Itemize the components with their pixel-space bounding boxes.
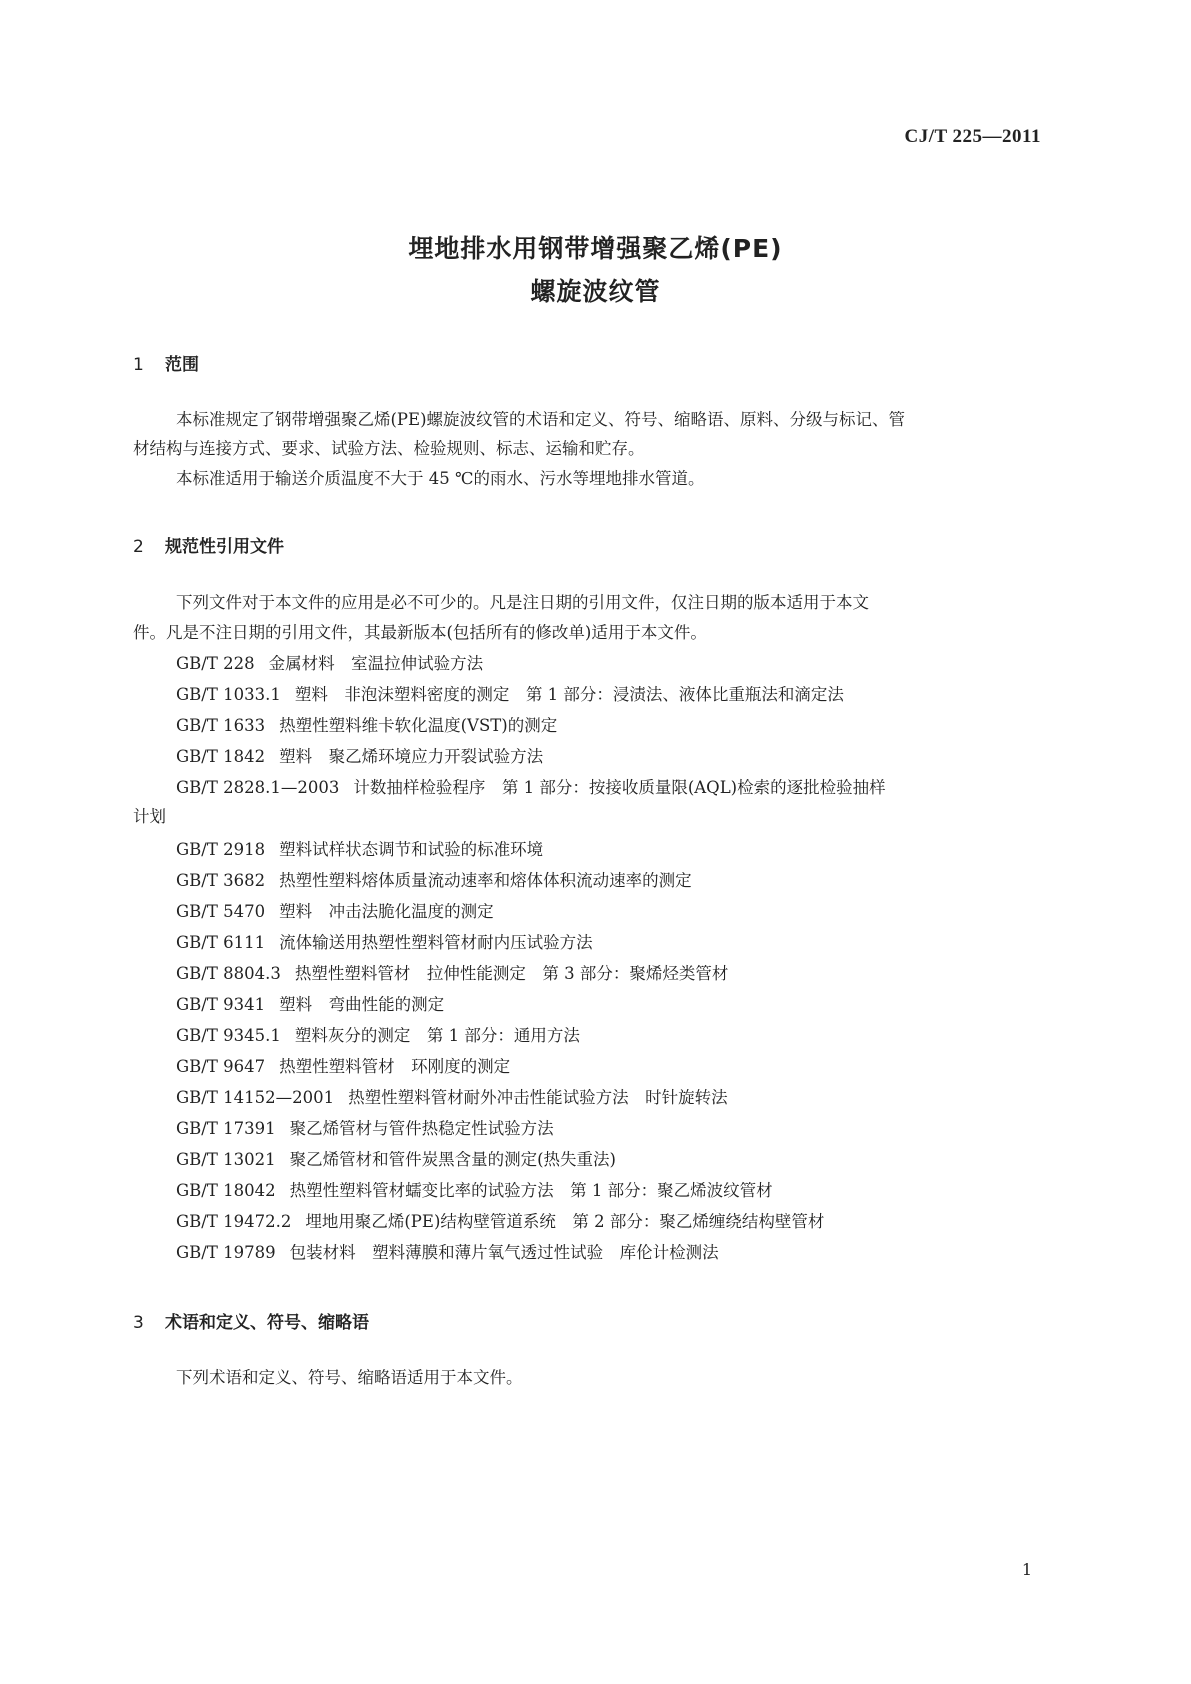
reference-code: GB/T 5470 xyxy=(176,902,266,921)
reference-code: GB/T 14152—2001 xyxy=(176,1088,335,1107)
reference-item xyxy=(176,684,844,706)
reference-item xyxy=(176,1087,728,1109)
reference-title: 热塑性塑料熔体质量流动速率和熔体体积流动速率的测定 xyxy=(279,871,692,890)
section-heading-normative-references xyxy=(133,532,284,557)
reference-item xyxy=(176,1211,824,1233)
reference-continuation: 计划 xyxy=(133,807,166,826)
reference-item xyxy=(176,901,494,923)
document-title-line2: 螺旋波纹管 xyxy=(530,277,661,306)
reference-code: GB/T 9345.1 xyxy=(176,1026,281,1045)
section-number: 3 xyxy=(133,1313,144,1333)
reference-code: GB/T 3682 xyxy=(176,871,266,890)
section-heading-terms xyxy=(133,1308,369,1333)
reference-item xyxy=(176,746,543,768)
reference-title: 包装材料 塑料薄膜和薄片氧气透过性试验 库伦计检测法 xyxy=(289,1243,719,1262)
document-title-line1: 埋地排水用钢带增强聚乙烯(PE) xyxy=(408,234,783,263)
reference-code: GB/T 6111 xyxy=(176,933,266,952)
reference-title: 流体输送用热塑性塑料管材耐内压试验方法 xyxy=(279,933,593,952)
reference-code: GB/T 19472.2 xyxy=(176,1212,292,1231)
reference-item xyxy=(176,1242,719,1264)
reference-item xyxy=(176,777,886,799)
reference-item xyxy=(176,715,557,737)
reference-code: GB/T 9341 xyxy=(176,995,266,1014)
reference-item xyxy=(176,963,728,985)
reference-title: 塑料灰分的测定 第 1 部分：通用方法 xyxy=(294,1026,580,1045)
paragraph-line: 材结构与连接方式、要求、试验方法、检验规则、标志、运输和贮存。 xyxy=(133,439,645,458)
reference-title: 热塑性塑料维卡软化温度(VST)的测定 xyxy=(279,716,558,735)
reference-code: GB/T 9647 xyxy=(176,1057,266,1076)
reference-item xyxy=(176,870,692,892)
reference-item xyxy=(176,932,593,954)
paragraph-line: 本标准适用于输送介质温度不大于 45 ℃的雨水、污水等埋地排水管道。 xyxy=(176,469,705,488)
reference-title: 塑料 弯曲性能的测定 xyxy=(279,995,445,1014)
reference-item xyxy=(176,1149,616,1171)
paragraph-line: 本标准规定了钢带增强聚乙烯(PE)螺旋波纹管的术语和定义、符号、缩略语、原料、分级与标记、管 xyxy=(176,410,906,429)
reference-item xyxy=(176,1180,773,1202)
standard-code: CJ/T 225—2011 xyxy=(904,126,1041,147)
reference-title: 聚乙烯管材与管件热稳定性试验方法 xyxy=(289,1119,554,1138)
reference-code: GB/T 2918 xyxy=(176,840,266,859)
reference-title: 计数抽样检验程序 第 1 部分：按接收质量限(AQL)检索的逐批检验抽样 xyxy=(353,778,886,797)
section-title: 术语和定义、符号、缩略语 xyxy=(165,1313,369,1333)
reference-title: 塑料试样状态调节和试验的标准环境 xyxy=(279,840,544,859)
reference-code: GB/T 17391 xyxy=(176,1119,276,1138)
reference-title: 塑料 聚乙烯环境应力开裂试验方法 xyxy=(279,747,544,766)
reference-title: 塑料 非泡沫塑料密度的测定 第 1 部分：浸渍法、液体比重瓶法和滴定法 xyxy=(294,685,844,704)
reference-code: GB/T 1033.1 xyxy=(176,685,281,704)
reference-item xyxy=(176,1056,510,1078)
reference-title: 热塑性塑料管材 拉伸性能测定 第 3 部分：聚烯烃类管材 xyxy=(294,964,729,983)
paragraph-line: 下列术语和定义、符号、缩略语适用于本文件。 xyxy=(176,1368,523,1387)
reference-item xyxy=(176,1118,554,1140)
reference-title: 热塑性塑料管材蠕变比率的试验方法 第 1 部分：聚乙烯波纹管材 xyxy=(289,1181,773,1200)
reference-title: 金属材料 室温拉伸试验方法 xyxy=(268,654,484,673)
reference-code: GB/T 19789 xyxy=(176,1243,276,1262)
section-number: 2 xyxy=(133,537,144,557)
reference-title: 塑料 冲击法脆化温度的测定 xyxy=(279,902,494,921)
section-title: 范围 xyxy=(165,355,199,375)
section-title: 规范性引用文件 xyxy=(165,537,284,557)
reference-code: GB/T 8804.3 xyxy=(176,964,281,983)
reference-code: GB/T 2828.1—2003 xyxy=(176,778,340,797)
reference-title: 聚乙烯管材和管件炭黑含量的测定(热失重法) xyxy=(289,1150,616,1169)
reference-item xyxy=(176,994,444,1016)
reference-code: GB/T 13021 xyxy=(176,1150,276,1169)
section-heading-scope xyxy=(133,350,199,375)
reference-title: 埋地用聚乙烯(PE)结构壁管道系统 第 2 部分：聚乙烯缠绕结构壁管材 xyxy=(305,1212,825,1231)
reference-title: 热塑性塑料管材 环刚度的测定 xyxy=(279,1057,511,1076)
reference-item xyxy=(176,1025,580,1047)
paragraph-line: 下列文件对于本文件的应用是必不可少的。凡是注日期的引用文件，仅注日期的版本适用于本文 xyxy=(176,593,869,612)
reference-code: GB/T 228 xyxy=(176,654,255,673)
reference-title: 热塑性塑料管材耐外冲击性能试验方法 时针旋转法 xyxy=(348,1088,728,1107)
reference-code: GB/T 1633 xyxy=(176,716,266,735)
section-number: 1 xyxy=(133,355,144,375)
paragraph-line: 件。凡是不注日期的引用文件，其最新版本(包括所有的修改单)适用于本文件。 xyxy=(133,623,707,642)
reference-code: GB/T 1842 xyxy=(176,747,266,766)
reference-item xyxy=(176,839,543,861)
page-number: 1 xyxy=(1021,1560,1032,1579)
reference-item xyxy=(176,653,483,675)
reference-code: GB/T 18042 xyxy=(176,1181,276,1200)
